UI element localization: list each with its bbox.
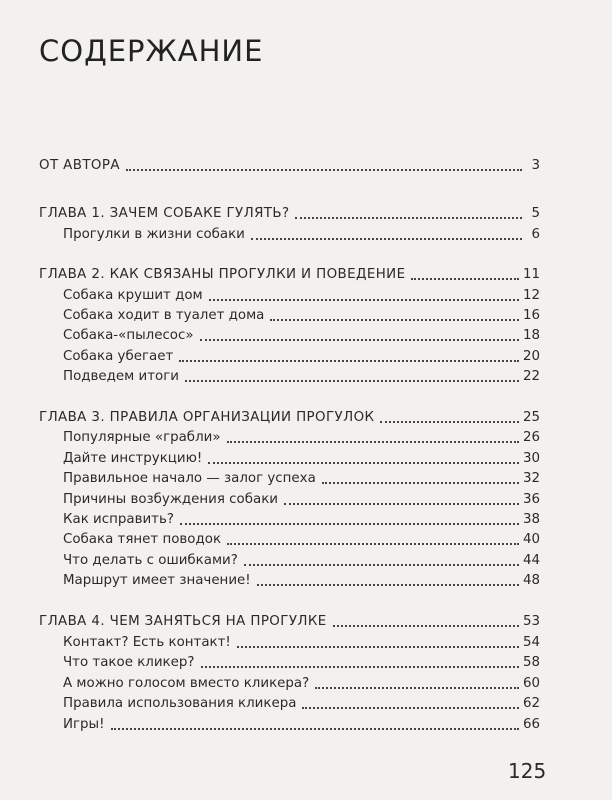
toc-section-entry (0, 222, 612, 244)
dot-leader (201, 666, 519, 668)
toc-entry-page: 20 (522, 349, 540, 364)
dot-leader (295, 217, 522, 219)
toc-entry-page: 60 (522, 676, 540, 691)
toc-entry-title: ГЛАВА 2. КАК СВЯЗАНЫ ПРОГУЛКИ И ПОВЕДЕНИЕ (39, 267, 406, 282)
toc-entry-page: 54 (522, 635, 540, 650)
dot-leader (185, 380, 519, 382)
dot-leader (333, 625, 519, 627)
toc-section-entry (0, 303, 612, 325)
dot-leader (208, 462, 519, 464)
dot-leader (227, 441, 519, 443)
toc-entry-title: Собака тянет поводок (63, 532, 222, 547)
toc-section-entry (0, 671, 612, 693)
toc-entry-title: Собака крушит дом (63, 288, 203, 303)
dot-leader (257, 584, 519, 586)
toc-section-entry (0, 466, 612, 488)
toc-entry-page: 18 (522, 328, 540, 343)
toc-entry-title: Маршрут имеет значение! (63, 573, 251, 588)
toc-section-entry (0, 691, 612, 713)
toc-entry-title: Правильное начало — залог успеха (63, 471, 316, 486)
dot-leader (322, 482, 519, 484)
page-number: 125 (508, 759, 547, 783)
toc-chapter-entry (0, 153, 612, 175)
dot-leader (237, 646, 519, 648)
toc-section-entry (0, 323, 612, 345)
dot-leader (126, 169, 522, 171)
toc-entry-page: 6 (531, 227, 540, 242)
toc-entry-page: 38 (522, 512, 540, 527)
toc-entry-title: Популярные «грабли» (63, 430, 221, 445)
toc-entry-page: 25 (522, 410, 540, 425)
toc-chapter-entry (0, 201, 612, 223)
toc-entry-title: Игры! (63, 717, 105, 732)
dot-leader (244, 564, 519, 566)
toc-entry-page: 62 (522, 696, 540, 711)
toc-entry-title: ОТ АВТОРА (39, 158, 120, 173)
toc-chapter-entry (0, 405, 612, 427)
toc-chapter-entry (0, 609, 612, 631)
dot-leader (315, 687, 519, 689)
toc-entry-page: 3 (531, 158, 540, 173)
toc-section-entry (0, 487, 612, 509)
toc-entry-page: 16 (522, 308, 540, 323)
toc-entry-page: 22 (522, 369, 540, 384)
toc-section-entry (0, 630, 612, 652)
toc-section-entry (0, 568, 612, 590)
dot-leader (200, 339, 519, 341)
page-title: СОДЕРЖАНИЕ (39, 34, 264, 68)
toc-section-entry (0, 712, 612, 734)
toc-entry-page: 12 (522, 288, 540, 303)
toc-entry-title: Прогулки в жизни собаки (63, 227, 245, 242)
toc-section-entry (0, 283, 612, 305)
toc-entry-page: 26 (522, 430, 540, 445)
toc-entry-title: Правила использования кликера (63, 696, 297, 711)
toc-entry-title: Контакт? Есть контакт! (63, 635, 231, 650)
toc-entry-page: 30 (522, 451, 540, 466)
toc-section-entry (0, 364, 612, 386)
dot-leader (270, 319, 519, 321)
toc-section-entry (0, 527, 612, 549)
toc-entry-page: 32 (522, 471, 540, 486)
toc-entry-title: Что такое кликер? (63, 655, 195, 670)
toc-section-entry (0, 650, 612, 672)
toc-section-entry (0, 548, 612, 570)
toc-entry-title: Что делать с ошибками? (63, 553, 238, 568)
dot-leader (111, 728, 519, 730)
dot-leader (180, 523, 519, 525)
toc-entry-page: 66 (522, 717, 540, 732)
toc-entry-page: 40 (522, 532, 540, 547)
toc-entry-page: 36 (522, 492, 540, 507)
toc-entry-title: ГЛАВА 3. ПРАВИЛА ОРГАНИЗАЦИИ ПРОГУЛОК (39, 410, 375, 425)
toc-entry-title: Собака-«пылесос» (63, 328, 194, 343)
toc-entry-title: Собака ходит в туалет дома (63, 308, 265, 323)
toc-chapter-entry (0, 262, 612, 284)
toc-entry-page: 58 (522, 655, 540, 670)
dot-leader (179, 360, 519, 362)
toc-section-entry (0, 446, 612, 468)
toc-entry-title: Как исправить? (63, 512, 174, 527)
toc-entry-page: 5 (531, 206, 540, 221)
toc-section-entry (0, 507, 612, 529)
toc-entry-title: Подведем итоги (63, 369, 179, 384)
dot-leader (284, 503, 519, 505)
toc-entry-title: ГЛАВА 4. ЧЕМ ЗАНЯТЬСЯ НА ПРОГУЛКЕ (39, 614, 327, 629)
toc-section-entry (0, 344, 612, 366)
toc-section-entry (0, 425, 612, 447)
toc-entry-page: 48 (522, 573, 540, 588)
toc-entry-title: ГЛАВА 1. ЗАЧЕМ СОБАКЕ ГУЛЯТЬ? (39, 206, 290, 221)
dot-leader (227, 543, 519, 545)
toc-entry-page: 44 (522, 553, 540, 568)
toc-entry-title: Дайте инструкцию! (63, 451, 203, 466)
toc-entry-title: Причины возбуждения собаки (63, 492, 278, 507)
toc-entry-title: А можно голосом вместо кликера? (63, 676, 310, 691)
toc-entry-title: Собака убегает (63, 349, 174, 364)
dot-leader (209, 299, 519, 301)
dot-leader (411, 278, 519, 280)
toc-entry-page: 11 (522, 267, 540, 282)
dot-leader (251, 238, 522, 240)
dot-leader (302, 707, 519, 709)
dot-leader (380, 421, 519, 423)
toc-entry-page: 53 (522, 614, 540, 629)
